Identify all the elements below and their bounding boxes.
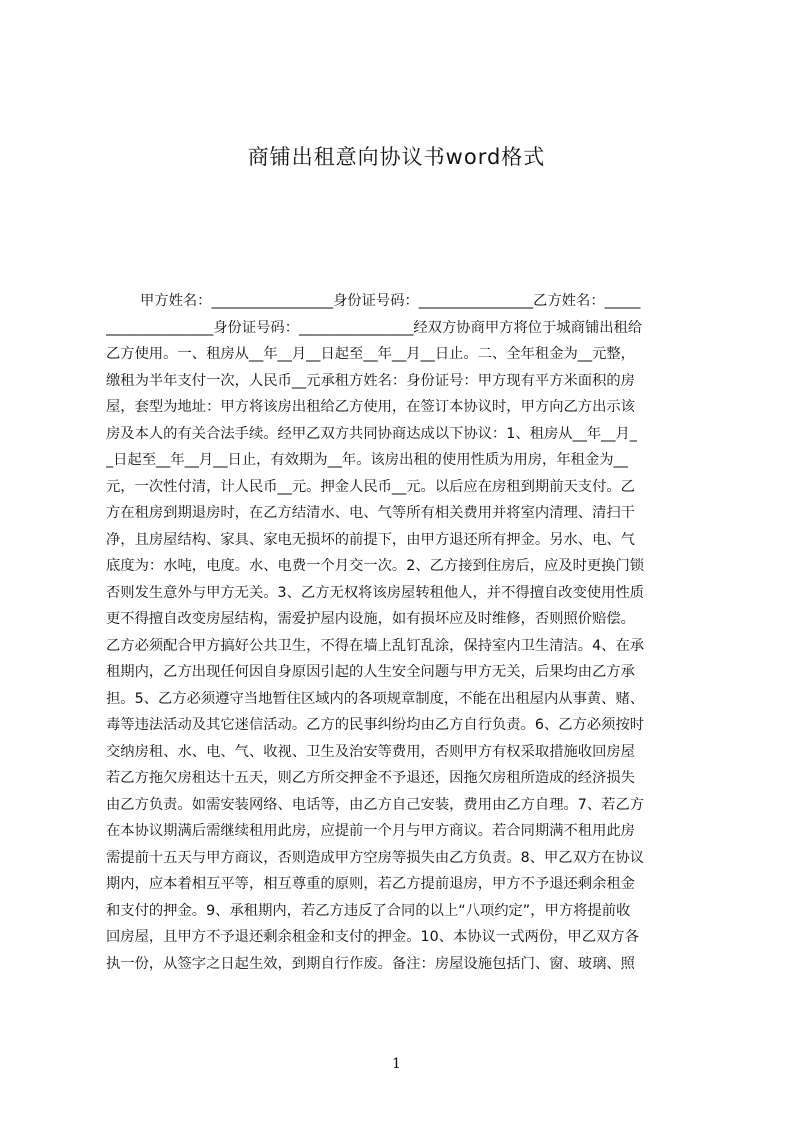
body-line: 更不得擅自改变房屋结构，需爱护屋内设施，如有损坏应及时维修，否则照价赔偿。 xyxy=(106,611,635,627)
body-line: 毒等违法活动及其它迷信活动。乙方的民事纠纷均由乙方自行负责。6、乙方必须按时 xyxy=(106,717,645,733)
document-title: 商铺出租意向协议书word格式 xyxy=(247,145,546,169)
body-line: _______________身份证号码：________________经双方协商甲方将位于城商铺出租给 xyxy=(106,319,643,336)
body-line: 底度为：水吨，电度。水、电费一个月交一次。2、乙方接到住房后，应及时更换门锁 xyxy=(106,558,645,574)
body-line: 元，一次性付清，计人民币__元。押金人民币__元。以后应在房租到期前天支付。乙 xyxy=(106,478,635,495)
body-line: 租期内，乙方出现任何因自身原因引起的人生安全问题与甲方无关，后果均由乙方承 xyxy=(106,664,635,680)
body-line: 甲方姓名：_________________身份证号码：________________乙方姓名：_____ xyxy=(140,293,641,309)
body-line: 需提前十五天与甲方商议，否则造成甲方空房等损失由乙方负责。8、甲乙双方在协议 xyxy=(106,849,645,866)
body-line: 在本协议期满后需继续租用此房，应提前一个月与甲方商议。若合同期满不租用此房 xyxy=(106,823,635,839)
body-line: 净，且房屋结构、家具、家电无损坏的前提下，由甲方退还所有押金。另水、电、气 xyxy=(106,531,635,548)
body-line: 乙方使用。一、租房从__年__月__日起至__年__月__日止。二、全年租金为__元整， xyxy=(106,346,635,362)
body-line: 房及本人的有关合法手续。经甲乙双方共同协商达成以下协议：1、租房从__年__月_ xyxy=(106,425,637,442)
body-line: 回房屋，且甲方不予退还剩余租金和支付的押金。10、本协议一式两份，甲乙双方各 xyxy=(106,929,639,945)
body-line: 期内，应本着相互平等，相互尊重的原则，若乙方提前退房，甲方不予退还剩余租金 xyxy=(106,876,635,892)
page-number: 1 xyxy=(392,1056,401,1072)
body-line: 缴租为半年支付一次，人民币__元承租方姓名：身份证号：甲方现有平方米面积的房 xyxy=(106,372,635,389)
document-body xyxy=(106,288,700,977)
body-line: _日起至__年__月__日止，有效期为__年。该房出租的使用性质为用房，年租金为__ xyxy=(106,452,628,468)
body-line: 屋，套型为地址：甲方将该房出租给乙方使用，在签订本协议时，甲方向乙方出示该 xyxy=(106,399,635,415)
body-line: 执一份，从签字之日起生效，到期自行作废。备注：房屋设施包括门、窗、玻璃、照 xyxy=(106,955,635,972)
body-line: 由乙方负责。如需安装网络、电话等，由乙方自己安装，费用由乙方自理。7、若乙方 xyxy=(106,796,645,813)
body-line: 否则发生意外与甲方无关。3、乙方无权将该房屋转租他人，并不得擅自改变使用性质 xyxy=(106,584,645,601)
body-line: 和支付的押金。9、承租期内，若乙方违反了合同的以上“八项约定”，甲方将提前收 xyxy=(106,902,631,919)
body-line: 乙方必须配合甲方搞好公共卫生，不得在墙上乱钉乱涂，保持室内卫生清洁。4、在承 xyxy=(106,637,645,654)
body-line: 若乙方拖欠房租达十五天，则乙方所交押金不予退还，因拖欠房租所造成的经济损失 xyxy=(106,770,635,786)
body-line: 方在租房到期退房时，在乙方结清水、电、气等所有相关费用并将室内清理、清扫干 xyxy=(106,505,635,521)
body-line: 担。5、乙方必须遵守当地暂住区域内的各项规章制度，不能在出租屋内从事黄、赌、 xyxy=(106,690,645,707)
body-line: 交纳房租、水、电、气、收视、卫生及治安等费用，否则甲方有权采取措施收回房屋 xyxy=(106,743,635,760)
